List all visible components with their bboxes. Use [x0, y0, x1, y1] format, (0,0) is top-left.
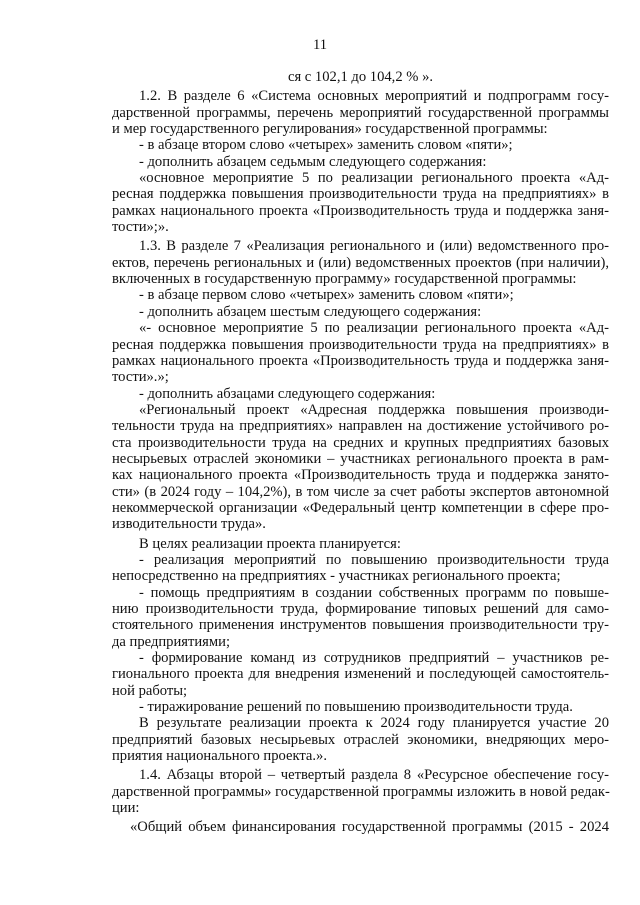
- text-line: «- основное мероприятие 5 по реализации регионального проекта «Ад-: [139, 320, 609, 337]
- text-line: В результате реализации проекта к 2024 году планируется участие 20: [139, 715, 609, 732]
- text-line: - дополнить абзацем седьмым следующего содержания:: [139, 153, 487, 170]
- text-line: включенных в государственную программу» государственной программы:: [112, 271, 577, 288]
- page-number: 11: [312, 37, 328, 53]
- text-line: сти» (в 2024 году – 104,2%), в том числе за счет работы экспертов автономной: [112, 483, 609, 500]
- text-line: нию производительности труда, формирование типовых решений для само-: [112, 601, 609, 617]
- text-line: тости».»;: [112, 369, 169, 386]
- text-line: непосредственно на предприятиях - участниках регионального проекта;: [112, 568, 561, 585]
- text-line: - формирование команд из сотрудников предприятий – участников ре-: [139, 650, 609, 667]
- text-line: ся с 102,1 до 104,2 % ».: [287, 69, 434, 85]
- text-line: ресная поддержка повышения производительности труда на предприятиях» в: [112, 186, 609, 203]
- text-line: ках национального проекта «Производительность труда и поддержка занято-: [112, 467, 609, 484]
- text-line: - дополнить абзацем шестым следующего содержания:: [139, 303, 482, 320]
- text-line: ектов, перечень региональных и (или) ведомственных проектов (при наличии),: [112, 254, 609, 271]
- text-line: дарственной программы» государственной программы изложить в новой редак-: [112, 783, 610, 800]
- text-line: некоммерческой организации «Федеральный центр компетенции в сфере про-: [112, 499, 609, 516]
- text-line: - помощь предприятиям в создании собственных программ по повыше-: [139, 584, 609, 601]
- text-line: «Региональный проект «Адресная поддержка повышения производи-: [139, 401, 609, 418]
- text-line: В целях реализации проекта планируется:: [139, 535, 401, 552]
- text-line: рамках национального проекта «Производительность труда и поддержка заня-: [112, 202, 609, 219]
- text-line: - в абзаце первом слово «четырех» заменить словом «пяти»;: [139, 287, 514, 304]
- text-line: стоятельного применения инструментов повышения производительности тру-: [112, 617, 609, 634]
- text-line: несырьевых отраслей экономики – участниках регионального проекта в рам-: [112, 450, 609, 467]
- text-line: рамках национального проекта «Производительность труда и поддержка заня-: [112, 352, 609, 369]
- text-line: 1.4. Абзацы второй – четвертый раздела 8 «Ресурсное обеспечение госу-: [139, 767, 609, 784]
- text-line: да предприятиями;: [112, 633, 230, 650]
- text-line: тости»;».: [112, 219, 169, 236]
- document-body: [112, 69, 609, 836]
- text-line: ста производительности труда на средних и крупных предприятиях базовых: [112, 434, 609, 451]
- text-line: «основное мероприятие 5 по реализации регионального проекта «Ад-: [139, 170, 609, 187]
- text-line: приятия национального проекта.».: [112, 748, 327, 765]
- text-line: 1.3. В разделе 7 «Реализация регионального и (или) ведомственного про-: [139, 238, 609, 255]
- text-line: - реализация мероприятий по повышению производительности труда: [139, 551, 609, 568]
- text-line: - в абзаце втором слово «четырех» заменить словом «пяти»;: [139, 137, 513, 154]
- text-line: тельности труда на предприятиях» направлен на достижение устойчивого ро-: [112, 418, 609, 435]
- text-line: ции:: [112, 800, 140, 817]
- text-line: гионального проекта для внедрения изменений и последующей самостоятель-: [112, 666, 609, 683]
- text-line: «Общий объем финансирования государственной программы (2015 - 2024: [130, 819, 609, 836]
- text-line: - тиражирование решений по повышению производительности труда.: [139, 699, 573, 716]
- text-line: - дополнить абзацами следующего содержания:: [139, 385, 436, 402]
- text-line: изводительности труда».: [112, 516, 266, 533]
- text-line: ной работы;: [112, 682, 188, 699]
- text-line: предприятий базовых несырьевых отраслей экономики, внедряющих меро-: [112, 731, 609, 748]
- text-line: 1.2. В разделе 6 «Система основных мероприятий и подпрограмм госу-: [139, 88, 609, 105]
- text-line: дарственной программы, перечень мероприятий государственной программы: [112, 104, 609, 121]
- text-line: и мер государственного регулирования» государственной программы:: [112, 121, 548, 138]
- text-line: ресная поддержка повышения производительности труда на предприятиях» в: [112, 336, 609, 353]
